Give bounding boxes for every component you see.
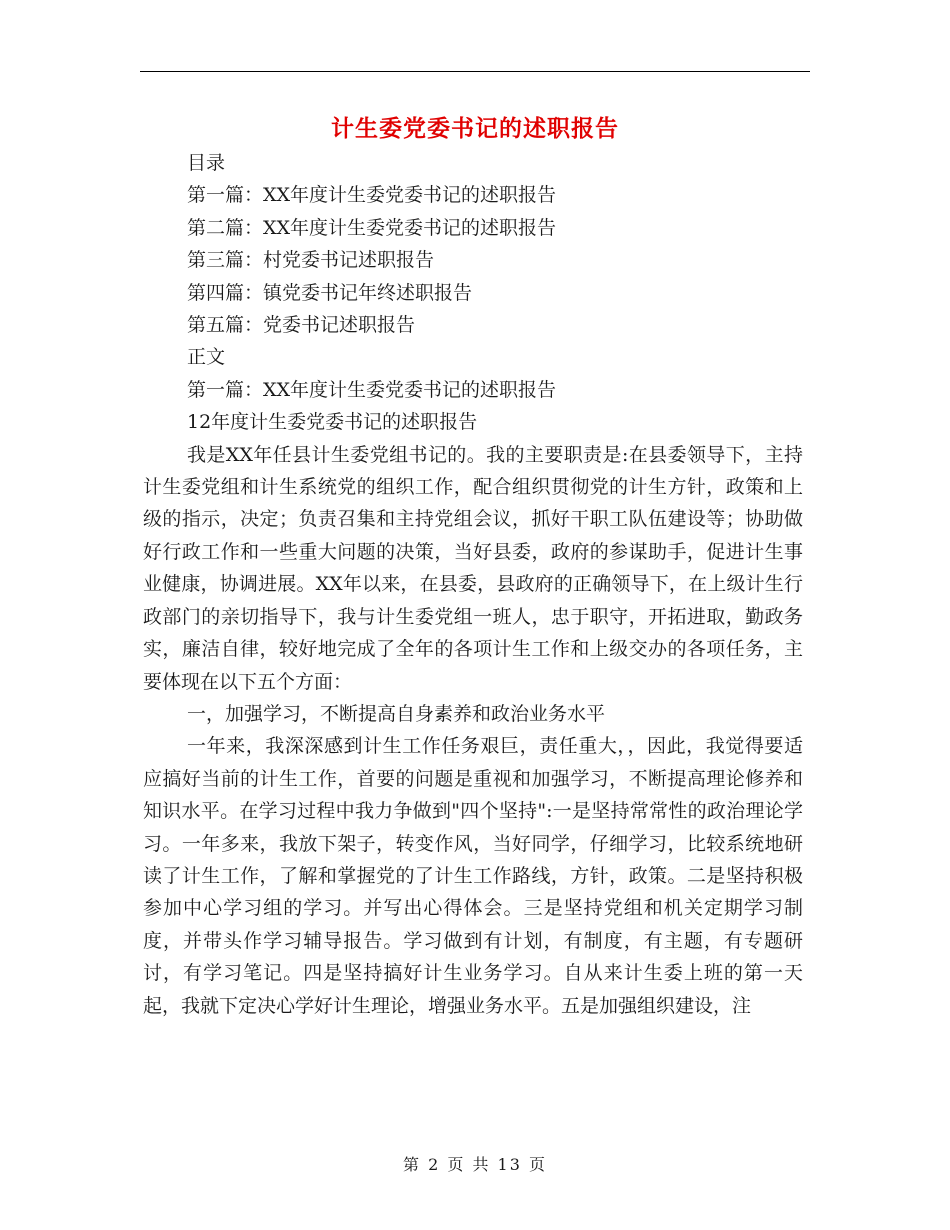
chapter-title: 第一篇：XX年度计生委党委书记的述职报告 [187,378,557,401]
table-of-contents [143,147,803,341]
report-title: 12年度计生委党委书记的述职报告 [187,411,478,434]
paragraph: 一年来，我深深感到计生工作任务艰巨，责任重大，，因此，我觉得要适应搞好当前的计生工作，首要的问题是重视和加强学习，不断提高理论修养和知识水平。在学习过程中我力争做到"四个坚持":一是坚持常常性的政治理论学习。一年多来，我放下架子，转变作风，当好同学，仔细学习，比较系统地研读了计生工作，了解和掌握党的了计生工作路线，方针，政策。二是坚持积极参加中心学习组的学习。并写出心得体会。三是坚持党组和机关定期学习制度，并带头作学习辅导报告。学习做到有计划，有制度，有主题，有专题研讨，有学习笔记。四是坚持搞好计生业务学习。自从来计生委上班的第一天起，我就下定决心学好计生理论，增强业务水平。五是加强组织建设，注 [143,735,803,1017]
toc-heading: 目录 [187,152,226,174]
page-number: 第 2 页 共 13 页 [403,1155,547,1174]
paragraph: 我是XX年任县计生委党组书记的。我的主要职责是:在县委领导下，主持计生委党组和计生系统党的组织工作，配合组织贯彻党的计生方针，政策和上级的指示，决定；负责召集和主持党组会议，抓好干职工队伍建设等；协助做好行政工作和一些重大问题的决策，当好县委，政府的参谋助手，促进计生事业健康，协调进展。XX年以来，在县委，县政府的正确领导下，在上级计生行政部门的亲切指导下，我与计生委党组一班人，忠于职守，开拓进取，勤政务实，廉洁自律，较好地完成了全年的各项计生工作和上级交办的各项任务，主要体现在以下五个方面： [143,443,803,693]
document-title: 计生委党委书记的述职报告 [331,115,619,142]
toc-item: 第五篇：党委书记述职报告 [187,314,416,337]
toc-item: 第二篇：XX年度计生委党委书记的述职报告 [187,216,557,239]
header-rule [140,71,810,72]
toc-item: 第三篇：村党委书记述职报告 [187,249,435,272]
document-body [143,147,803,1022]
toc-item: 第四篇：镇党委书记年终述职报告 [187,281,473,304]
body-heading: 正文 [187,346,226,369]
toc-item: 第一篇：XX年度计生委党委书记的述职报告 [187,184,557,207]
section-heading: 一，加强学习，不断提高自身素养和政治业务水平 [187,702,606,725]
